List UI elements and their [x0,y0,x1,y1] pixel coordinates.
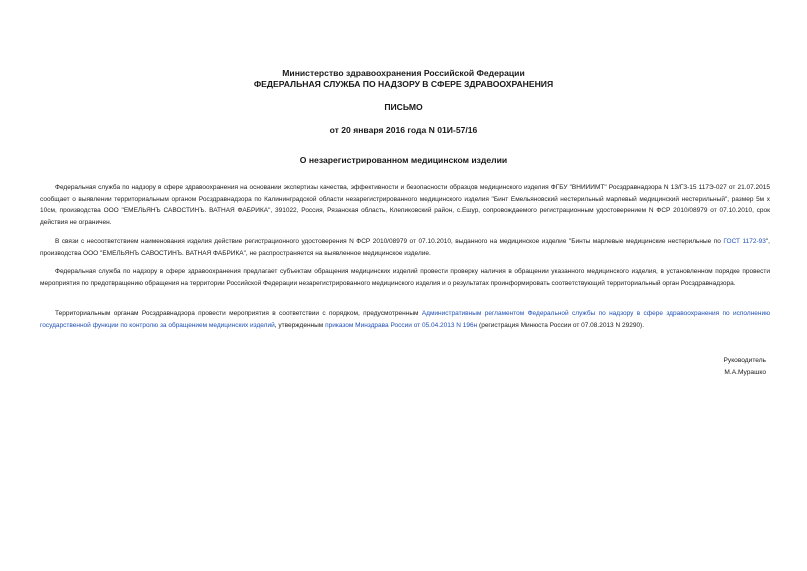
document-subject: О незарегистрированном медицинском изделии [299,155,508,165]
signature-position: Руководитель [723,357,766,364]
regulation-link[interactable]: Административным регламентом Федеральной службы по надзору в сфере здравоохранения по исполнению государственной функции по контролю за обращением медицинских изделий [40,310,770,329]
paragraph-2 [40,236,770,259]
paragraph-2-text-b: ", производства ООО "ЕМЕЛЬЯНЪ САВОСТИНЪ. ВАТНАЯ ФАБРИКА", не распространяется на выявленное медицинское изделие. [40,238,770,257]
service-title: ФЕДЕРАЛЬНАЯ СЛУЖБА ПО НАДЗОРУ В СФЕРЕ ЗДРАВООХРАНЕНИЯ [253,79,554,89]
document-date-number: от 20 января 2016 года N 01И-57/16 [329,125,478,135]
paragraph-4-text-b: , утвержденным [274,321,326,329]
paragraph-4-text-c: (регистрация Минюста России от 07.08.2013 N 29290). [477,321,645,329]
ministry-title: Министерство здравоохранения Российской Федерации [282,68,525,78]
paragraph-3-text: Федеральная служба по надзору в сфере здравоохранения предлагает субъектам обращения медицинских изделий провести проверку наличия в обращении указанного медицинского изделия, в установленном порядке провести мероприятия по предотвращению обращения на территории Российской Федерации незарегистрированного медицинского изделия и о результатах проинформировать соответствующий территориальный орган Росздравнадзора. [40,268,770,287]
paragraph-3 [40,266,770,289]
paragraph-1 [40,182,770,228]
gost-link[interactable]: ГОСТ 1172-93 [723,238,766,245]
paragraph-4-text-a: Территориальным органам Росздравнадзора провести мероприятия в соответствии с порядком, предусмотренным [55,310,422,317]
order-link[interactable]: приказом Минздрава России от 05.04.2013 N 196н [325,321,478,329]
paragraph-2-text-a: В связи с несоответствием наименования изделия действие регистрационного удостоверения N ФСР 2010/08979 от 07.10.2010, выданного на медицинское изделие "Бинты марлевые медицинские нестерильные по [55,238,724,245]
document-type: ПИСЬМО [384,102,423,112]
paragraph-1-text: Федеральная служба по надзору в сфере здравоохранения на основании экспертизы качества, эффективности и безопасности образцов медицинского изделия ФГБУ "ВНИИИМТ" Росздравнадзора N 13/ГЗ-15 117Э-027 от 21.07.2015 сообщает о выявлении территориальным органом Росздравнадзора по Калининградской области незарегистрированного медицинского изделия "Бинт Емельяновский нестерильный марлевый медицинский нестерильный", размер 5м х 10см, производства ООО "ЕМЕЛЬЯНЪ САВОСТИНЪ. ВАТНАЯ ФАБРИКА", 391022, Россия, Рязанская область, Клепиковский район, с.Ешур, сопровождаемого регистрационным удостоверением N ФСР 2010/08979 от 07.10.2010, срок действия не ограничен. [40,184,770,226]
signature-name: М.А.Мурашко [724,369,766,376]
paragraph-4 [40,308,770,331]
